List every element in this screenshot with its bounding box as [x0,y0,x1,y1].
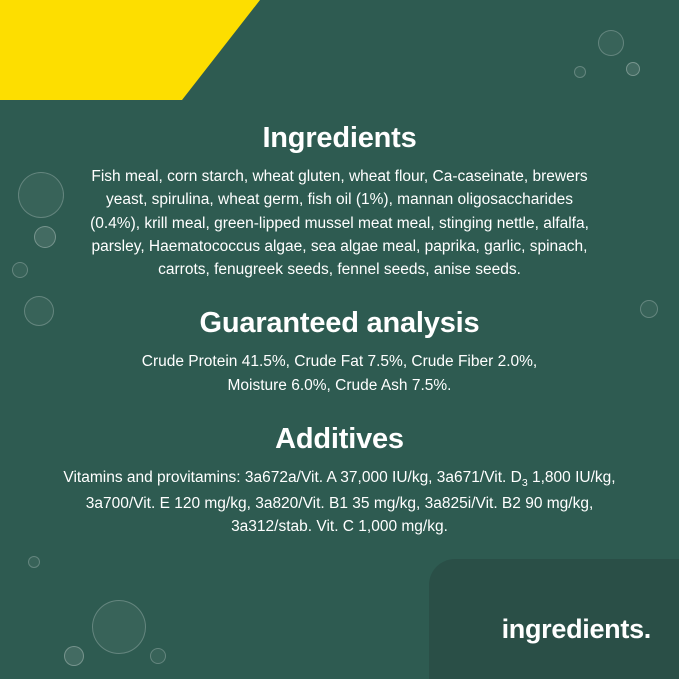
bubble-decoration-icon [598,30,624,56]
brand-banner [0,0,260,100]
bubble-decoration-icon [28,556,40,568]
section-title-guaranteed-analysis: Guaranteed analysis [199,307,480,340]
bubble-decoration-icon [574,66,586,78]
section-guaranteed-analysis [0,307,679,397]
section-body-ingredients: Fish meal, corn starch, wheat gluten, wheat flour, Ca-caseinate, brewers yeast, spirulina, wheat germ, fish oil (1%), mannan oligosaccharides (0.4%), krill meal, green-lipped mussel meat meal, stinging nettle, alfalfa, parsley, Haematococcus algae, sea algae meal, paprika, garlic, spinach, carrots, fenugreek seeds, fennel seeds, anise seeds. [90,168,589,278]
bubble-decoration-icon [64,646,84,666]
additives-text-part2: 1,800 IU/kg, 3a700/Vit. E 120 mg/kg, 3a820/Vit. B1 35 mg/kg, 3a825i/Vit. B2 90 mg/kg, 3a312/stab. Vit. C 1,000 mg/kg. [85,468,616,535]
section-body-additives [0,466,679,538]
additives-text-part1: Vitamins and provitamins: 3a672a/Vit. A 37,000 IU/kg, 3a671/Vit. D [63,468,522,486]
bubble-decoration-icon [150,648,166,664]
bottom-caption: ingredients. [501,614,651,644]
section-ingredients [0,122,679,281]
section-title-ingredients: Ingredients [262,122,417,154]
section-title-additives: Additives [275,422,404,455]
section-additives [0,423,679,538]
bubble-decoration-icon [92,600,146,654]
bubble-decoration-icon [626,62,640,76]
ingredients-content [0,122,679,538]
additives-subscript: 3 [521,476,528,489]
section-body-guaranteed-analysis: Crude Protein 41.5%, Crude Fat 7.5%, Crude Fiber 2.0%, Moisture 6.0%, Crude Ash 7.5%. [141,353,538,394]
